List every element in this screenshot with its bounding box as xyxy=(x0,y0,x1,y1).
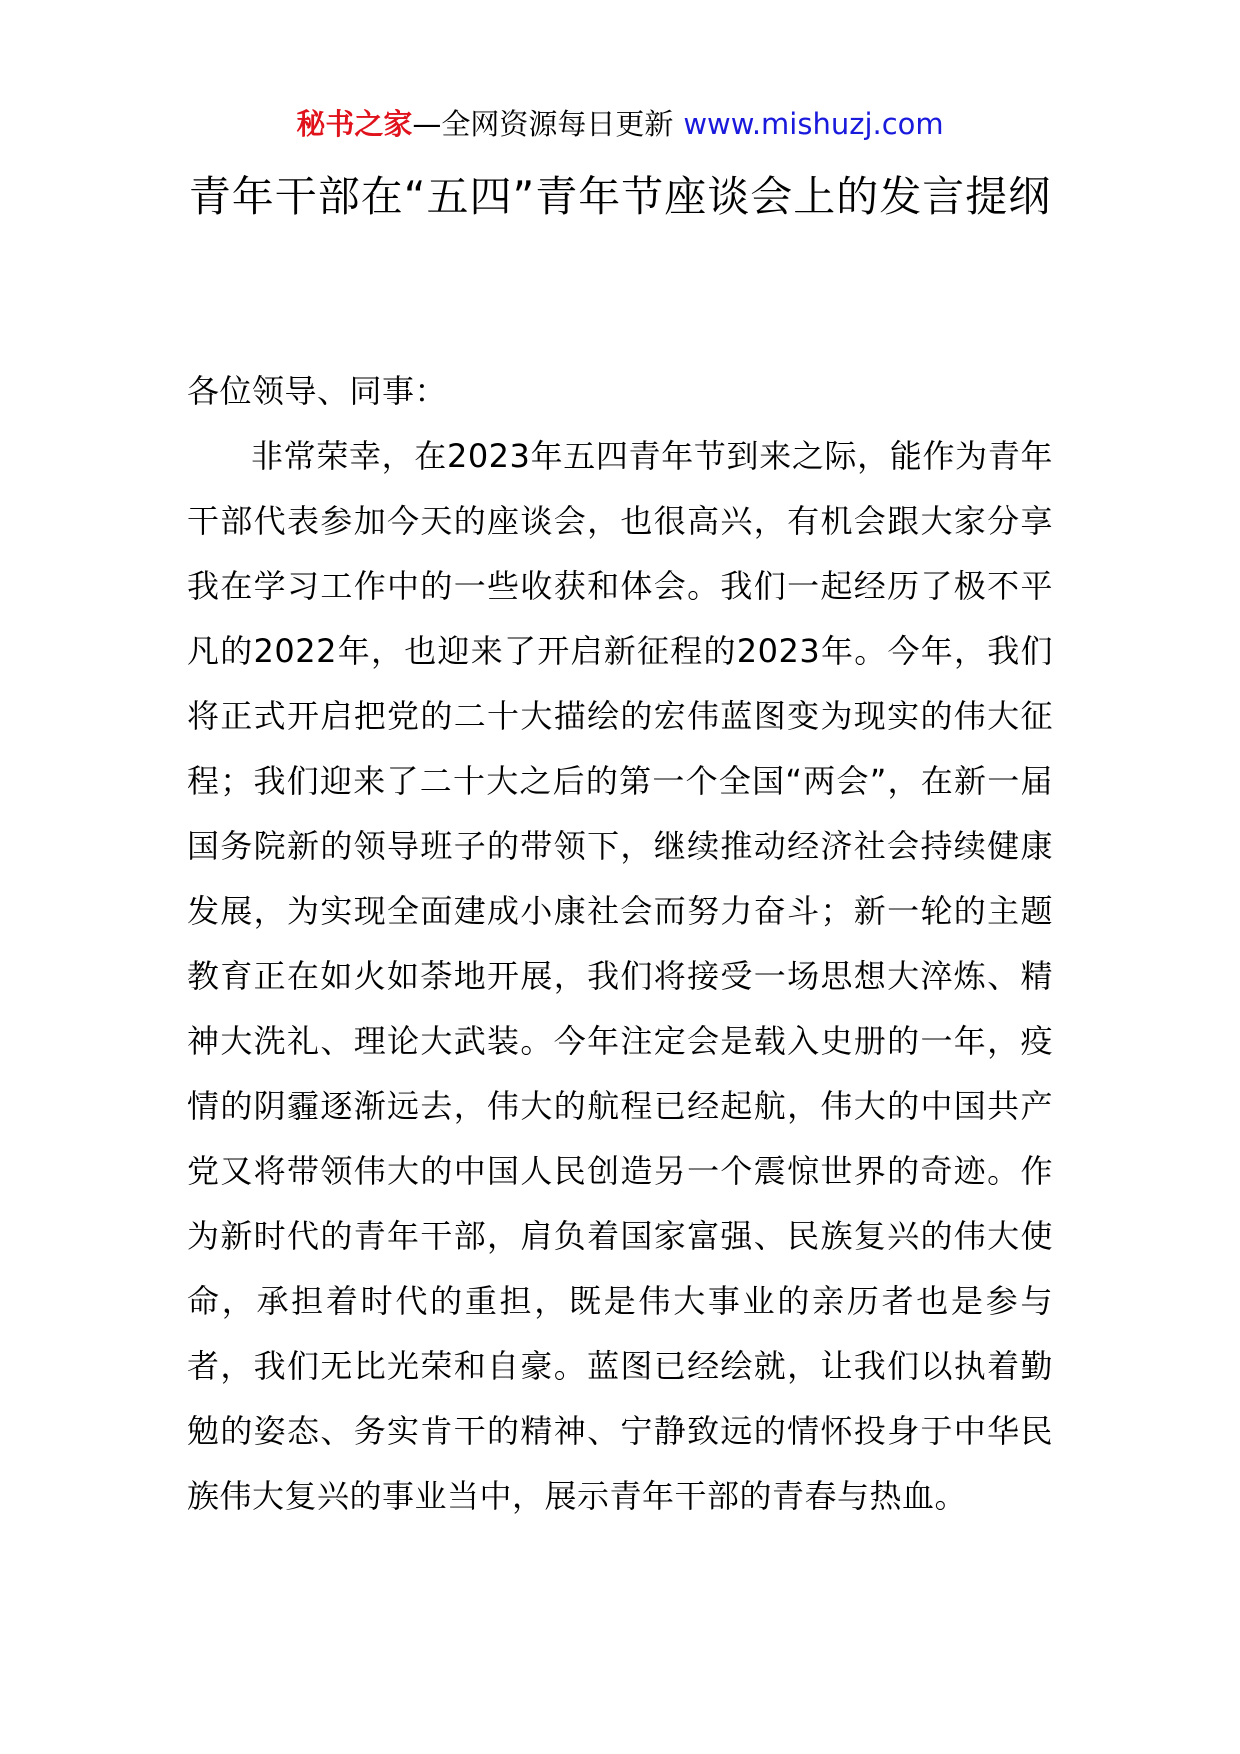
document-title: 青年干部在“五四”青年节座谈会上的发言提纲 xyxy=(188,172,1052,221)
header-site-link[interactable]: www.mishuzj.com xyxy=(683,107,944,141)
header-brand: 秘书之家 xyxy=(296,107,413,141)
salutation: 各位领导、同事： xyxy=(187,372,448,410)
body-paragraph: 非常荣幸，在2023年五四青年节到来之际，能作为青年干部代表参加今天的座谈会，也很高兴，有机会跟大家分享我在学习工作中的一些收获和体会。我们一起经历了极不平凡的2022年，也迎来了开启新征程的2023年。今年，我们将正式开启把党的二十大描绘的宏伟蓝图变为现实的伟大征程；我们迎来了二十大之后的第一个全国“两会”，在新一届国务院新的领导班子的带领下，继续推动经济社会持续健康发展，为实现全面建成小康社会而努力奋斗；新一轮的主题教育正在如火如荼地开展，我们将接受一场思想大淬炼、精神大洗礼、理论大武装。今年注定会是载入史册的一年，疫情的阴霾逐渐远去，伟大的航程已经起航，伟大的中国共产党又将带领伟大的中国人民创造另一个震惊世界的奇迹。作为新时代的青年干部，肩负着国家富强、民族复兴的伟大使命，承担着时代的重担，既是伟大事业的亲历者也是参与者，我们无比光荣和自豪。蓝图已经绘就，让我们以执着勤勉的姿态、务实肯干的精神、宁静致远的情怀投身于中华民族伟大复兴的事业当中，展示青年干部的青春与热血。 xyxy=(187,437,1053,1515)
page-header xyxy=(0,104,1240,144)
header-tagline: —全网资源每日更新 xyxy=(412,107,674,141)
document-body xyxy=(187,359,1053,1529)
